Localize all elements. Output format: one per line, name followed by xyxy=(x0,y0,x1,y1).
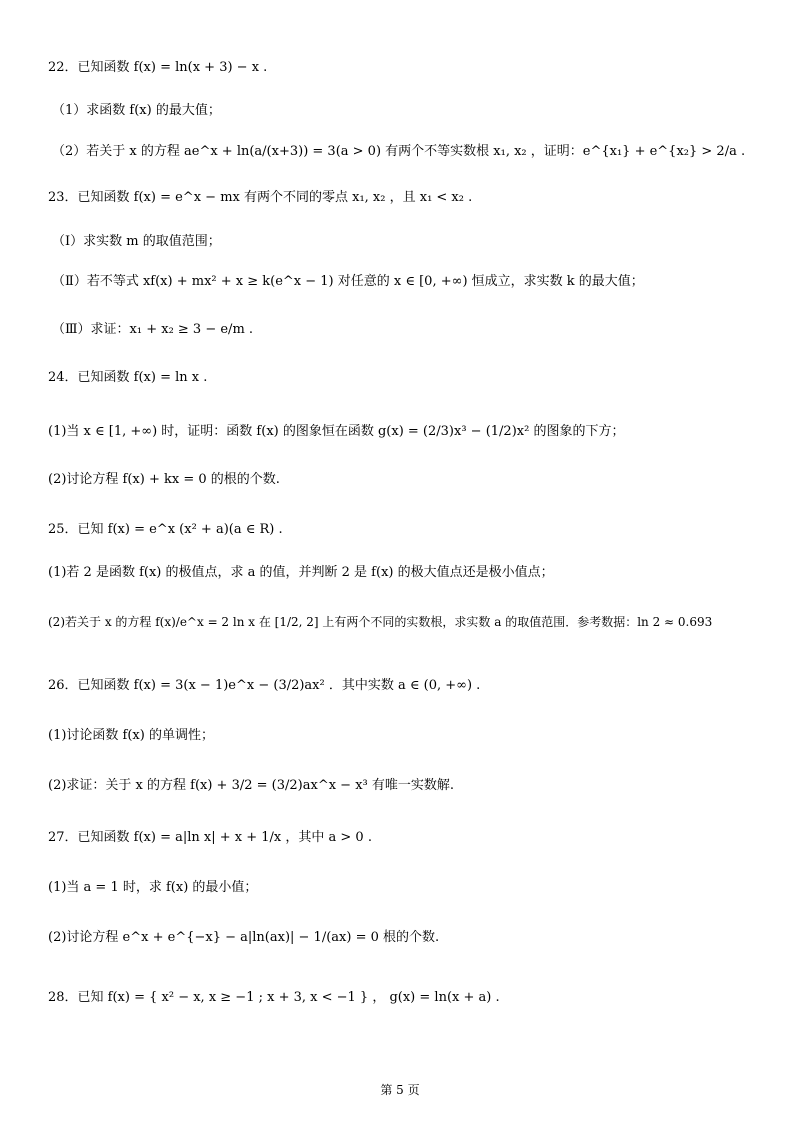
problem-26-part-1: (1)讨论函数 f(x) 的单调性； xyxy=(48,728,214,743)
problem-22-part-1: （1）求函数 f(x) 的最大值； xyxy=(52,103,221,118)
problem-27-part-1: (1)当 a = 1 时，求 f(x) 的最小值； xyxy=(48,880,258,895)
problem-28-stem: 28．已知 f(x) = { x² − x, x ≥ −1 ; x + 3, x < −1 } ， g(x) = ln(x + a) . xyxy=(48,990,500,1005)
problem-23-stem: 23．已知函数 f(x) = e^x − mx 有两个不同的零点 x₁, x₂ ，且 x₁ < x₂ . xyxy=(48,190,473,205)
problem-24-part-1: (1)当 x ∈ [1, +∞) 时，证明：函数 f(x) 的图象恒在函数 g(x) = (2/3)x³ − (1/2)x² 的图象的下方； xyxy=(48,424,625,439)
page-number: 第 5 页 xyxy=(380,1083,420,1097)
problem-23-part-2: （Ⅱ）若不等式 xf(x) + mx² + x ≥ k(e^x − 1) 对任意的 x ∈ [0, +∞) 恒成立，求实数 k 的最大值； xyxy=(52,274,644,289)
problem-25-part-2: (2)若关于 x 的方程 f(x)/e^x = 2 ln x 在 [1/2, 2] 上有两个不同的实数根，求实数 a 的取值范围．参考数据：ln 2 ≈ 0.693 xyxy=(48,615,713,629)
problem-22-stem: 22．已知函数 f(x) = ln(x + 3) − x . xyxy=(48,60,268,75)
problem-26-part-2: (2)求证：关于 x 的方程 f(x) + 3/2 = (3/2)ax^x − x³ 有唯一实数解. xyxy=(48,778,455,793)
problem-27-stem: 27．已知函数 f(x) = a|ln x| + x + 1/x ，其中 a > 0 . xyxy=(48,830,372,845)
problem-25-part-1: (1)若 2 是函数 f(x) 的极值点，求 a 的值，并判断 2 是 f(x) 的极大值点还是极小值点； xyxy=(48,565,554,580)
problem-24-stem: 24．已知函数 f(x) = ln x . xyxy=(48,370,208,385)
problem-23-part-1: （Ⅰ）求实数 m 的取值范围； xyxy=(52,234,221,249)
problem-24-part-2: (2)讨论方程 f(x) + kx = 0 的根的个数. xyxy=(48,472,280,487)
problem-22-part-2: （2）若关于 x 的方程 ae^x + ln(a/(x+3)) = 3(a > 0) 有两个不等实数根 x₁, x₂ ，证明：e^{x₁} + e^{x₂} > 2/a . xyxy=(52,144,746,159)
problem-25-stem: 25．已知 f(x) = e^x (x² + a)(a ∈ R) . xyxy=(48,522,283,537)
problem-26-stem: 26．已知函数 f(x) = 3(x − 1)e^x − (3/2)ax² ．其中实数 a ∈ (0, +∞) . xyxy=(48,678,481,693)
problem-27-part-2: (2)讨论方程 e^x + e^{−x} − a|ln(ax)| − 1/(ax) = 0 根的个数. xyxy=(48,930,440,945)
problem-23-part-3: （Ⅲ）求证：x₁ + x₂ ≥ 3 − e/m . xyxy=(52,322,254,337)
